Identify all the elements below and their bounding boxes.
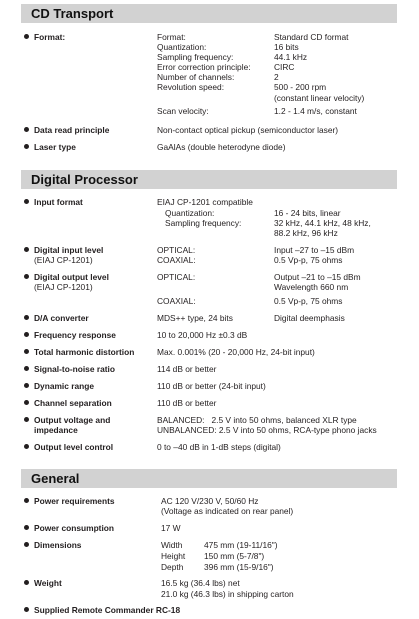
spec-label-dynamic-range: Dynamic range (24, 381, 94, 391)
spec-value: 1.2 - 1.4 m/s, constant (274, 106, 357, 116)
bullet-icon (24, 349, 29, 354)
spec-value: 16.5 kg (36.4 lbs) net (161, 578, 240, 588)
spec-value: Non-contact optical pickup (semiconductor laser) (157, 125, 339, 135)
bullet-icon (24, 580, 29, 585)
spec-label-weight: Weight (24, 578, 62, 588)
bullet-icon (24, 274, 29, 279)
section-header-cd-transport: CD Transport (21, 4, 397, 23)
spec-key: COAXIAL: (157, 296, 196, 306)
bullet-icon (24, 315, 29, 320)
spec-value: 10 to 20,000 Hz ±0.3 dB (157, 330, 248, 340)
spec-value: Output –21 to –15 dBm (274, 272, 361, 282)
bullet-icon (24, 400, 29, 405)
bullet-icon (24, 607, 29, 612)
spec-key: OPTICAL: (157, 245, 196, 255)
section-header-digital-processor: Digital Processor (21, 170, 397, 189)
spec-value: CIRC (274, 62, 295, 72)
spec-value: Wavelength 660 nm (274, 282, 349, 292)
bullet-icon (24, 332, 29, 337)
spec-label-format: Format: (24, 32, 65, 42)
spec-value: GaAlAs (double heterodyne diode) (157, 142, 286, 152)
spec-value: 110 dB or better (24-bit input) (157, 381, 266, 391)
spec-value: 16 - 24 bits, linear (274, 208, 341, 218)
spec-value: Digital deemphasis (274, 313, 345, 323)
spec-key: Error correction principle: (157, 62, 251, 72)
spec-value: MDS++ type, 24 bits (157, 313, 233, 323)
spec-label-power-consumption: Power consumption (24, 523, 114, 533)
spec-label-channel-separation: Channel separation (24, 398, 112, 408)
spec-label-output-level-control: Output level control (24, 442, 113, 452)
spec-value: 88.2 kHz, 96 kHz (274, 228, 338, 238)
spec-value: 0.5 Vp-p, 75 ohms (274, 255, 343, 265)
spec-value: Input –27 to –15 dBm (274, 245, 355, 255)
spec-key: Depth (161, 562, 184, 572)
spec-label-frequency-response: Frequency response (24, 330, 116, 340)
spec-value: 17 W (161, 523, 181, 533)
spec-key: Format: (157, 32, 186, 42)
spec-label-digital-input-level: Digital input level (24, 245, 103, 255)
spec-key: Height (161, 551, 186, 561)
bullet-icon (24, 525, 29, 530)
spec-value: UNBALANCED: 2.5 V into 50 ohms, RCA-type phono jacks (157, 425, 377, 435)
spec-value: Max. 0.001% (20 - 20,000 Hz, 24-bit input) (157, 347, 315, 357)
spec-key: Sampling frequency: (157, 52, 234, 62)
spec-label-input-format: Input format (24, 197, 83, 207)
spec-value: 0.5 Vp-p, 75 ohms (274, 296, 343, 306)
bullet-icon (24, 542, 29, 547)
bullet-icon (24, 417, 29, 422)
spec-label-sub: (EIAJ CP-1201) (34, 282, 93, 292)
section-header-general: General (21, 469, 397, 488)
spec-key: COAXIAL: (157, 255, 196, 265)
bullet-icon (24, 383, 29, 388)
spec-value: 396 mm (15-9/16") (204, 562, 274, 572)
spec-key: Width (161, 540, 183, 550)
spec-value: 44.1 kHz (274, 52, 308, 62)
bullet-icon (24, 199, 29, 204)
bullet-icon (24, 144, 29, 149)
spec-key: Scan velocity: (157, 106, 209, 116)
spec-value: 2 (274, 72, 279, 82)
spec-label-sub: (EIAJ CP-1201) (34, 255, 93, 265)
spec-value: BALANCED: 2.5 V into 50 ohms, balanced XLR type (157, 415, 357, 425)
spec-value: 0 to –40 dB in 1-dB steps (digital) (157, 442, 281, 452)
spec-value: Standard CD format (274, 32, 349, 42)
bullet-icon (24, 444, 29, 449)
spec-label-output-voltage: Output voltage and (24, 415, 110, 425)
spec-label-digital-output-level: Digital output level (24, 272, 109, 282)
spec-label-output-voltage-line2: impedance (34, 425, 78, 435)
spec-value: 21.0 kg (46.3 lbs) in shipping carton (161, 589, 294, 599)
spec-value: 110 dB or better (157, 398, 217, 408)
spec-key: Sampling frequency: (165, 218, 242, 228)
bullet-icon (24, 247, 29, 252)
spec-key: Quantization: (157, 42, 207, 52)
bullet-icon (24, 127, 29, 132)
spec-label-thd: Total harmonic distortion (24, 347, 134, 357)
spec-key: OPTICAL: (157, 272, 196, 282)
spec-label-dimensions: Dimensions (24, 540, 81, 550)
spec-value: EIAJ CP-1201 compatible (157, 197, 253, 207)
bullet-icon (24, 34, 29, 39)
spec-value: 16 bits (274, 42, 299, 52)
spec-label-laser-type: Laser type (24, 142, 76, 152)
spec-value: AC 120 V/230 V, 50/60 Hz (161, 496, 259, 506)
spec-label-power-requirements: Power requirements (24, 496, 115, 506)
spec-key: Revolution speed: (157, 82, 225, 92)
spec-key: Quantization: (165, 208, 215, 218)
spec-value: 114 dB or better (157, 364, 217, 374)
spec-value: 32 kHz, 44.1 kHz, 48 kHz, (274, 218, 371, 228)
spec-value: 150 mm (5-7/8") (204, 551, 265, 561)
spec-label-remote-commander: Supplied Remote Commander RC-18 (24, 605, 180, 615)
spec-value: (constant linear velocity) (274, 93, 365, 103)
spec-label-da-converter: D/A converter (24, 313, 89, 323)
spec-label-data-read: Data read principle (24, 125, 109, 135)
bullet-icon (24, 498, 29, 503)
spec-value: 500 - 200 rpm (274, 82, 327, 92)
spec-label-snr: Signal-to-noise ratio (24, 364, 115, 374)
bullet-icon (24, 366, 29, 371)
spec-key: Number of channels: (157, 72, 235, 82)
spec-value: 475 mm (19-11/16") (204, 540, 278, 550)
spec-value: (Voltage as indicated on rear panel) (161, 506, 294, 516)
